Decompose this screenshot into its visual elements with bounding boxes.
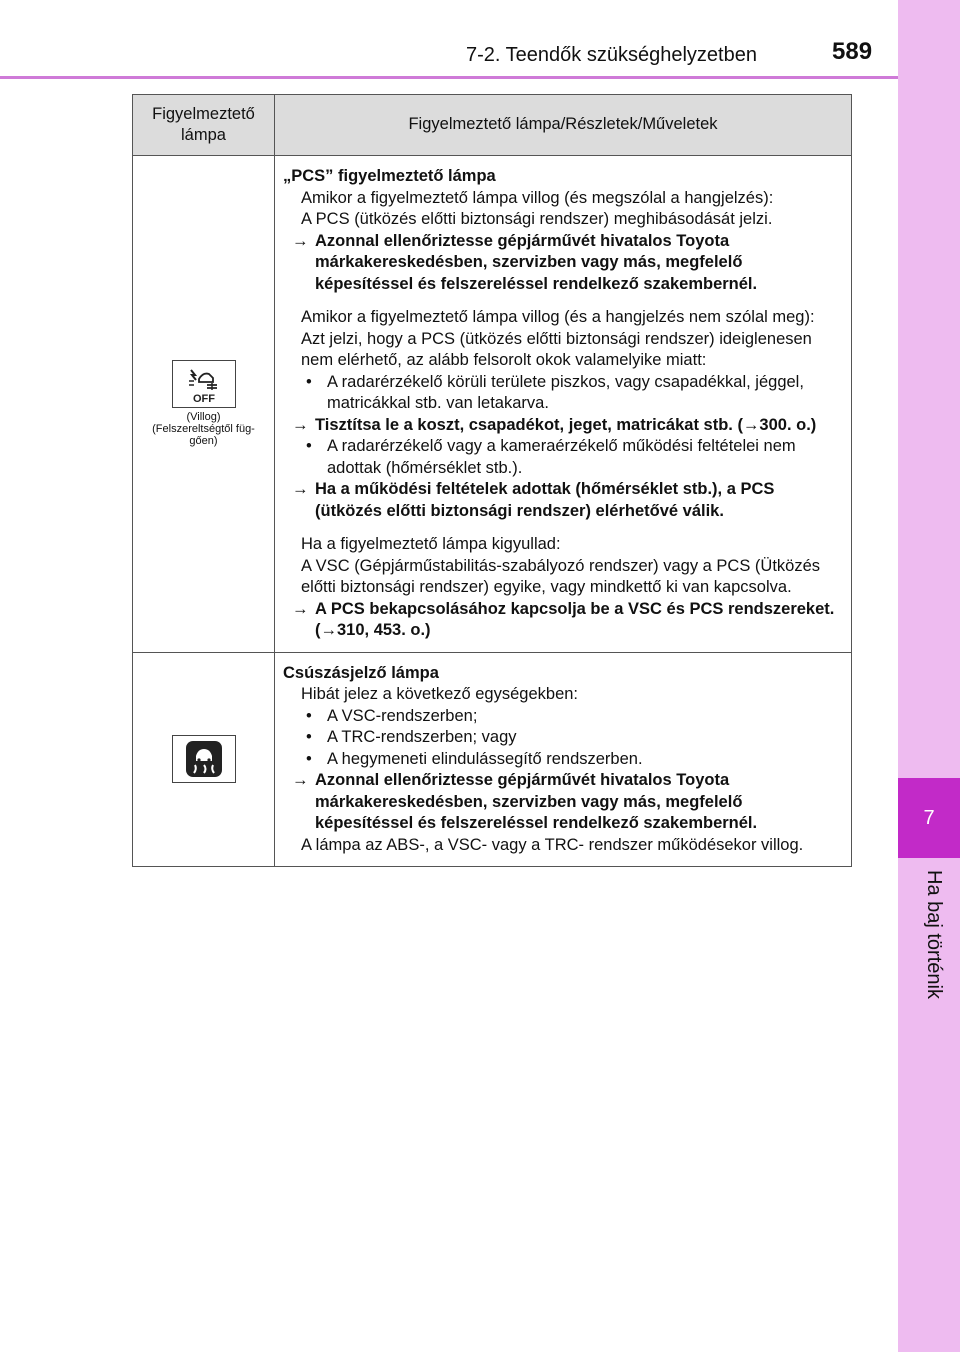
lamp-title: „PCS” figyelmeztető lámpa <box>283 167 496 185</box>
meaning-text: Azt jelzi, hogy a PCS (ütközés előtti biztonsági rendszer) ideiglenesen nem elérhető, az alább felsorolt okok valamelyike miatt: <box>301 329 812 369</box>
bullet-icon: • <box>306 437 312 455</box>
bullet-item <box>283 749 843 771</box>
note-text: A lámpa az ABS-, a VSC- vagy a TRC- rendszer működésekor villog. <box>301 835 804 854</box>
action-text: Tisztítsa le a koszt, csapadékot, jeget, matricákat stb. (→300. o.) <box>315 415 817 434</box>
side-band <box>898 0 960 1352</box>
lamp-title: Csúszásjelző lámpa <box>283 663 439 682</box>
bullet-icon: • <box>306 749 312 768</box>
bullet-icon: • <box>306 728 312 746</box>
arrow-icon: → <box>292 415 309 434</box>
action-text: Azonnal ellenőriztesse gépjárművét hivatalos Toyota márkakereskedésben, szervizben vagy más, megfelelő képesítéssel és felszereléssel rendelkező szakembernél. <box>315 231 758 293</box>
warning-light-table <box>132 94 852 867</box>
bullet-text: A radarérzékelő körüli területe piszkos, vagy csapadékkal, jéggel, matricákkal stb. van letakarva. <box>327 372 804 412</box>
meaning-text: Hibát jelez a következő egységekben: <box>301 685 579 703</box>
page-number: 589 <box>832 38 873 65</box>
condition-text: Amikor a figyelmeztető lámpa villog (és a hangjelzés nem szólal meg): <box>301 308 815 326</box>
details-cell <box>275 652 852 867</box>
bullet-text: A VSC-rendszerben; <box>327 706 478 725</box>
bullet-icon: • <box>306 372 312 391</box>
slip-indicator-icon <box>184 739 224 779</box>
action-item <box>283 231 843 296</box>
lamp-off-label: OFF <box>192 393 215 405</box>
arrow-icon: → <box>292 599 309 618</box>
header-divider <box>0 76 898 79</box>
meaning-text: A VSC (Gépjárműstabilitás-szabályozó rendszer) vagy a PCS (Ütközés előtti biztonsági rendszer) egyike, vagy mindkettő ki van kapcsolva. <box>301 556 821 596</box>
section-title: 7-2. Teendők szükséghelyzetben <box>466 44 757 66</box>
action-text: Ha a működési feltételek adottak (hőmérséklet stb.), a PCS (ütközés előtti biztonsági rendszer) elérhetővé válik. <box>315 480 775 520</box>
action-item <box>283 770 843 835</box>
condition-text: Ha a figyelmeztető lámpa kigyullad: <box>301 535 561 553</box>
action-item <box>283 599 843 642</box>
arrow-icon: → <box>292 771 309 789</box>
meaning-text: A PCS (ütközés előtti biztonsági rendszer) meghibásodását jelzi. <box>301 210 773 228</box>
table-row <box>133 156 852 653</box>
condition-text: Amikor a figyelmeztető lámpa villog (és megszólal a hangjelzés): <box>301 188 774 207</box>
action-item <box>283 415 843 437</box>
details-cell <box>275 156 852 653</box>
bullet-item <box>283 372 843 415</box>
chapter-title: Ha baj történik <box>923 870 945 999</box>
action-text: A PCS bekapcsolásához kapcsolja be a VSC és PCS rendszereket. (→310, 453. o.) <box>315 599 835 639</box>
lamp-caption: (Villog) (Felszereltségtől füg- gően) <box>152 411 255 448</box>
arrow-icon: → <box>292 480 309 498</box>
bullet-item <box>283 727 843 749</box>
col-header-details: Figyelmeztető lámpa/Részletek/Műveletek <box>275 95 852 156</box>
arrow-icon: → <box>292 231 309 250</box>
action-item <box>283 479 843 522</box>
table-row <box>133 652 852 867</box>
chapter-tab: 7 <box>898 778 960 858</box>
col-header-lamp: Figyelmeztető lámpa <box>133 95 275 156</box>
bullet-item <box>283 706 843 728</box>
bullet-text: A hegymeneti elindulássegítő rendszerben. <box>327 749 643 768</box>
bullet-text: A radarérzékelő vagy a kameraérzékelő működési feltételei nem adottak (hőmérséklet stb.). <box>327 437 796 477</box>
table-header-row <box>133 95 852 156</box>
pcs-off-icon <box>179 364 229 404</box>
action-text: Azonnal ellenőriztesse gépjárművét hivatalos Toyota márkakereskedésben, szervizben vagy más, megfelelő képesítéssel és felszereléssel rendelkező szakembernél. <box>315 771 758 832</box>
pcs-off-lamp <box>172 360 236 408</box>
bullet-text: A TRC-rendszerben; vagy <box>327 728 517 746</box>
slip-indicator-lamp <box>172 735 236 783</box>
bullet-icon: • <box>306 706 312 725</box>
lamp-cell <box>133 156 275 653</box>
bullet-item <box>283 436 843 479</box>
lamp-cell <box>133 652 275 867</box>
